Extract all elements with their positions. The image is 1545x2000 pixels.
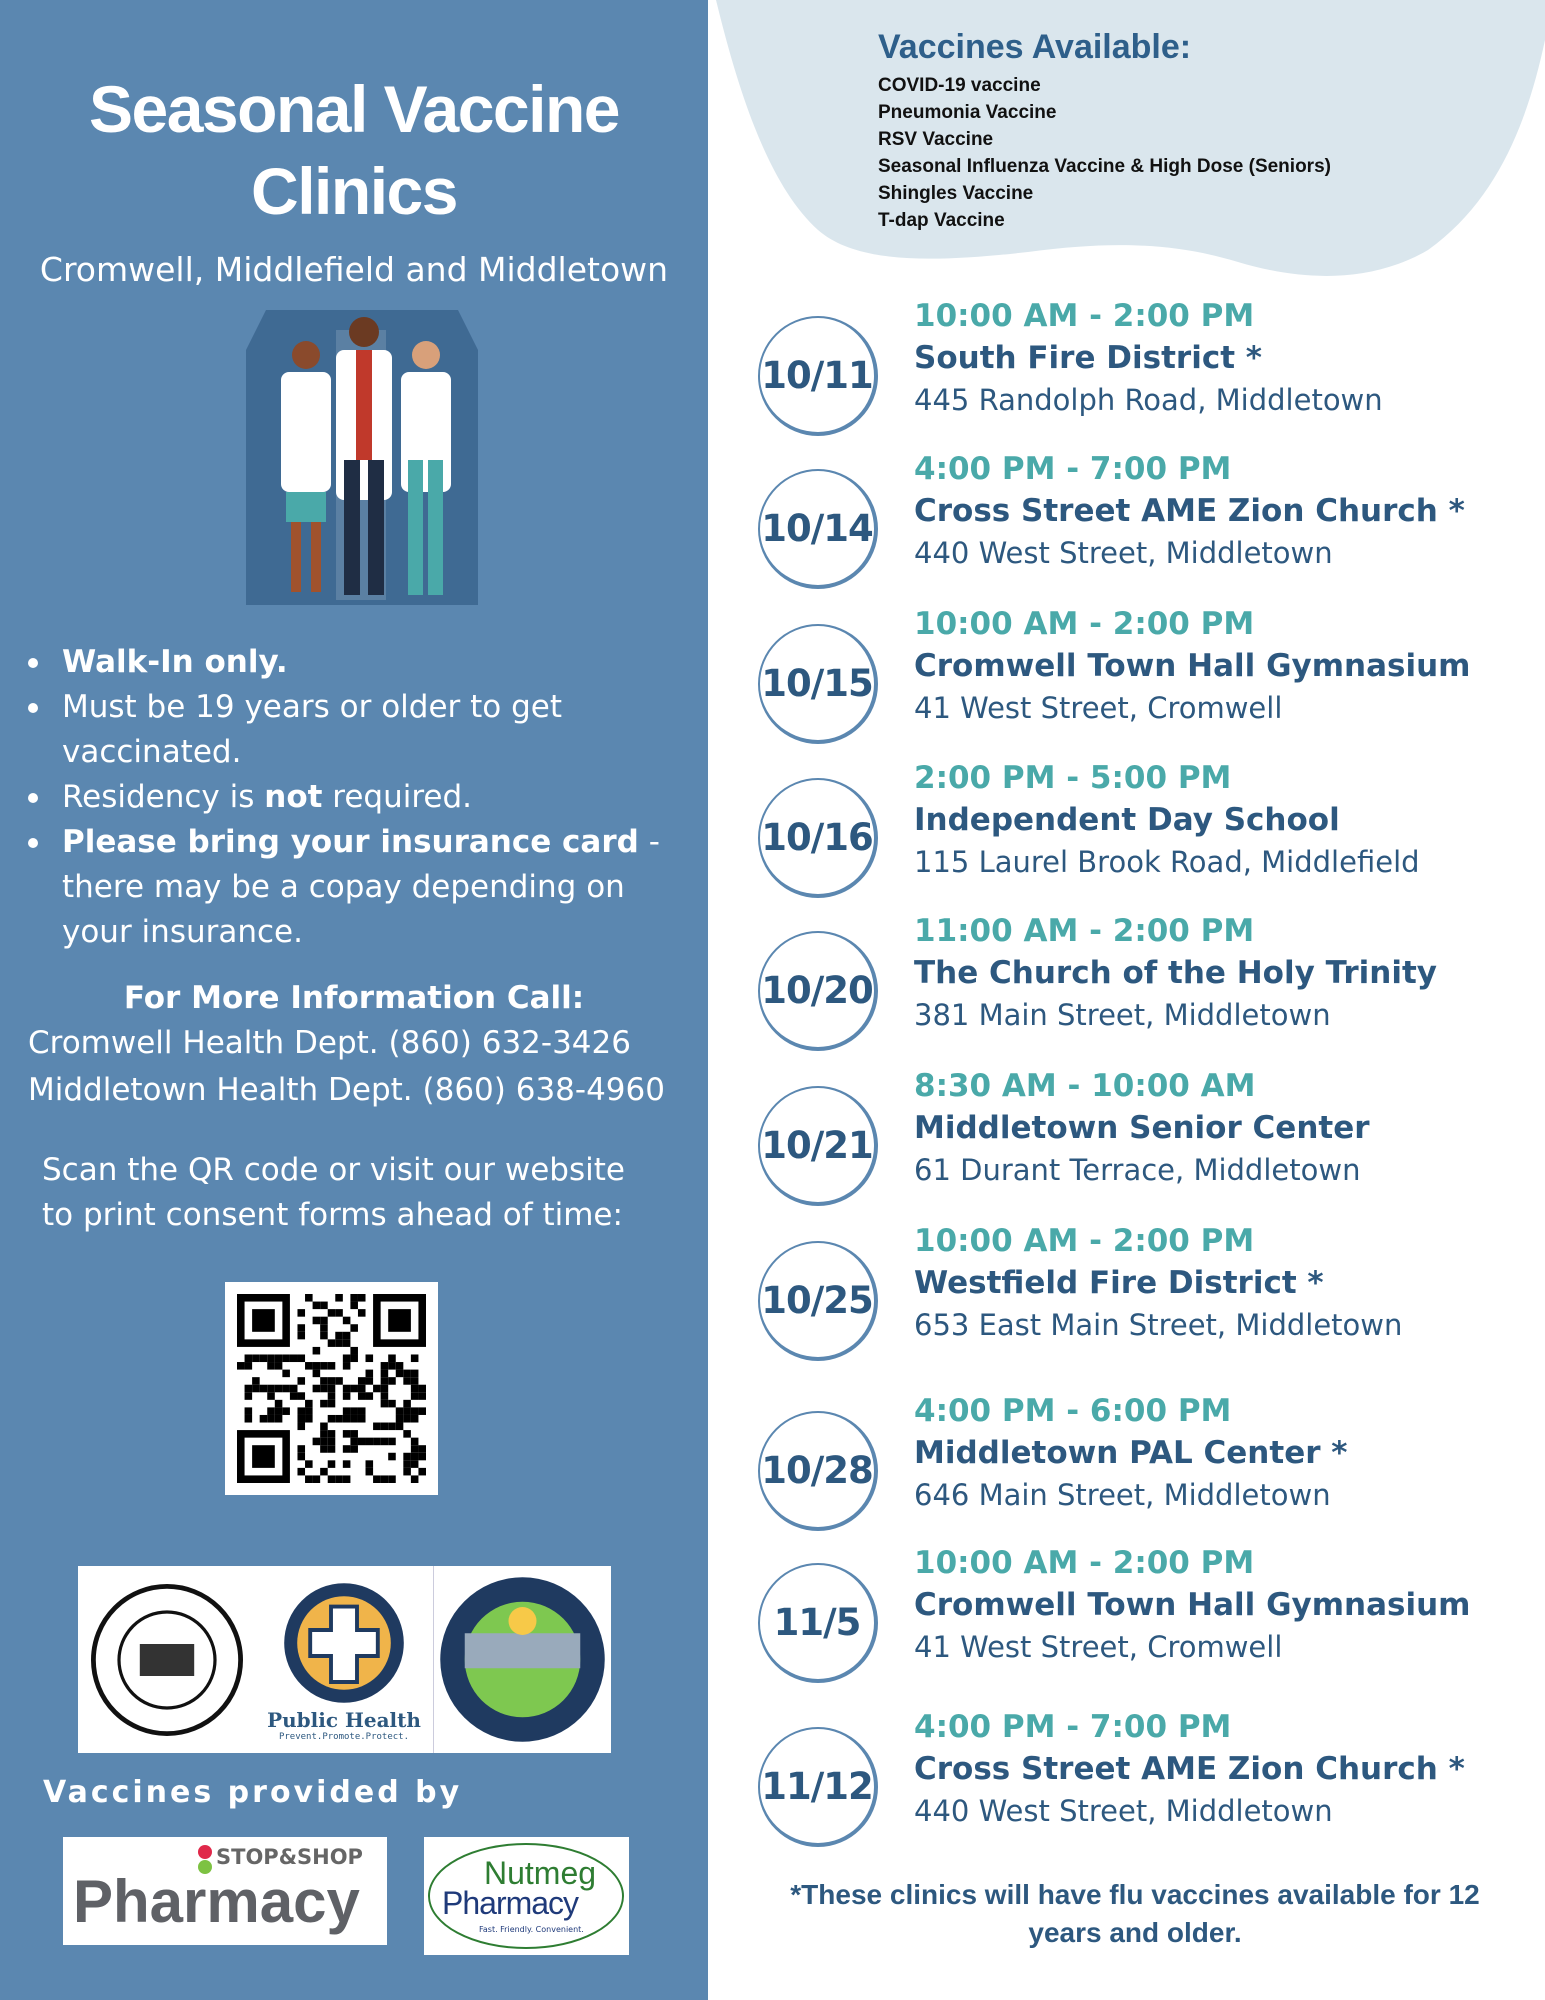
date-circle: 11/5: [758, 1563, 878, 1683]
date-circle: 10/14: [758, 469, 878, 589]
clinic-address: 41 West Street, Cromwell: [914, 1630, 1283, 1664]
clinic-time: 8:30 AM - 10:00 AM: [914, 1068, 1256, 1104]
clinic-venue: Cross Street AME Zion Church *: [914, 493, 1465, 529]
scan-instructions: [42, 1148, 625, 1238]
bullet-insurance: Please bring your insurance card - there may be a copay depending on your insurance.: [28, 820, 698, 955]
clinic-row: [755, 1223, 1535, 1369]
clinic-row: [755, 1393, 1535, 1539]
clinic-venue: Middletown PAL Center *: [914, 1435, 1348, 1471]
clinic-address: 646 Main Street, Middletown: [914, 1478, 1331, 1512]
vaccines-list: [878, 72, 1331, 234]
vaccine-item: RSV Vaccine: [878, 129, 994, 150]
clinic-time: 4:00 PM - 7:00 PM: [914, 1709, 1232, 1745]
clinic-address: 445 Randolph Road, Middletown: [914, 383, 1383, 417]
date-circle: 10/25: [758, 1241, 878, 1361]
vaccine-item: COVID-19 vaccine: [878, 75, 1041, 96]
partner-logos: [78, 1566, 611, 1753]
provided-by-label: Vaccines provided by: [43, 1775, 463, 1810]
scan-line-1: Scan the QR code or visit our website: [42, 1152, 625, 1188]
clinic-row: [755, 1068, 1535, 1214]
bullet-residency: Residency is not required.: [28, 775, 698, 820]
clinic-address: 440 West Street, Middletown: [914, 1794, 1333, 1828]
vaccines-heading: Vaccines Available:: [878, 28, 1192, 66]
clinic-row: [755, 298, 1535, 444]
clinic-time: 10:00 AM - 2:00 PM: [914, 298, 1255, 334]
date-circle: 11/12: [758, 1727, 878, 1847]
subtitle: Cromwell, Middlefield and Middletown: [39, 250, 669, 289]
clinic-venue: Cross Street AME Zion Church *: [914, 1751, 1465, 1787]
scan-line-2: to print consent forms ahead of time:: [42, 1197, 623, 1233]
cromwell-seal: [78, 1566, 255, 1753]
clinic-venue: Westfield Fire District *: [914, 1265, 1324, 1301]
clinic-row: [755, 606, 1535, 752]
middletown-seal: [434, 1566, 611, 1753]
nutmeg-pharmacy-logo: Nutmeg Pharmacy Fast. Friendly. Convenient.: [424, 1837, 629, 1955]
clinic-venue: Cromwell Town Hall Gymnasium: [914, 1587, 1471, 1623]
bullet-walk-in: Walk-In only.: [28, 640, 698, 685]
clinic-row: [755, 1545, 1535, 1691]
date-circle: 10/15: [758, 624, 878, 744]
clinic-venue: Cromwell Town Hall Gymnasium: [914, 648, 1471, 684]
phone-cromwell: Cromwell Health Dept. (860) 632-3426: [28, 1025, 631, 1061]
qr-code[interactable]: [225, 1282, 438, 1495]
clinic-address: 61 Durant Terrace, Middletown: [914, 1153, 1361, 1187]
clinic-address: 381 Main Street, Middletown: [914, 998, 1331, 1032]
clinic-time: 11:00 AM - 2:00 PM: [914, 913, 1255, 949]
date-circle: 10/28: [758, 1411, 878, 1531]
doctors-illustration: [246, 310, 478, 605]
clinic-venue: Independent Day School: [914, 802, 1340, 838]
info-bullets: [28, 640, 698, 955]
date-circle: 10/21: [758, 1086, 878, 1206]
clinic-time: 10:00 AM - 2:00 PM: [914, 1223, 1255, 1259]
clinic-address: 115 Laurel Brook Road, Middlefield: [914, 845, 1420, 879]
clinic-address: 653 East Main Street, Middletown: [914, 1308, 1403, 1342]
clinic-address: 440 West Street, Middletown: [914, 536, 1333, 570]
date-circle: 10/11: [758, 316, 878, 436]
clinic-time: 2:00 PM - 5:00 PM: [914, 760, 1232, 796]
clinic-row: [755, 760, 1535, 906]
clinic-time: 10:00 AM - 2:00 PM: [914, 1545, 1255, 1581]
bullet-age: Must be 19 years or older to get vaccinated.: [28, 685, 698, 775]
left-panel: [0, 0, 708, 2000]
info-heading: For More Information Call:: [123, 980, 585, 1016]
date-circle: 10/16: [758, 778, 878, 898]
vaccine-item: T-dap Vaccine: [878, 210, 1005, 231]
clinic-time: 10:00 AM - 2:00 PM: [914, 606, 1255, 642]
clinic-venue: The Church of the Holy Trinity: [914, 955, 1437, 991]
date-circle: 10/20: [758, 931, 878, 1051]
vaccine-item: Pneumonia Vaccine: [878, 102, 1057, 123]
clinic-venue: Middletown Senior Center: [914, 1110, 1370, 1146]
health-dept-logo: Public Health Prevent.Promote.Protect.: [255, 1566, 433, 1753]
vaccine-item: Shingles Vaccine: [878, 183, 1034, 204]
page-title: Seasonal Vaccine Clinics: [88, 72, 619, 228]
stop-and-shop-pharmacy-logo: STOP&SHOP Pharmacy: [63, 1837, 387, 1945]
clinic-address: 41 West Street, Cromwell: [914, 691, 1283, 725]
vaccine-item: Seasonal Influenza Vaccine & High Dose (Seniors): [878, 156, 1331, 177]
clinic-row: [755, 913, 1535, 1059]
clinic-time: 4:00 PM - 7:00 PM: [914, 451, 1232, 487]
clinic-time: 4:00 PM - 6:00 PM: [914, 1393, 1232, 1429]
phone-middletown: Middletown Health Dept. (860) 638-4960: [28, 1072, 665, 1108]
clinic-venue: South Fire District *: [914, 340, 1263, 376]
flu-footnote: *These clinics will have flu vaccines available for 12 years and older.: [790, 1879, 1480, 1948]
clinic-row: [755, 451, 1535, 597]
clinic-row: [755, 1709, 1535, 1855]
